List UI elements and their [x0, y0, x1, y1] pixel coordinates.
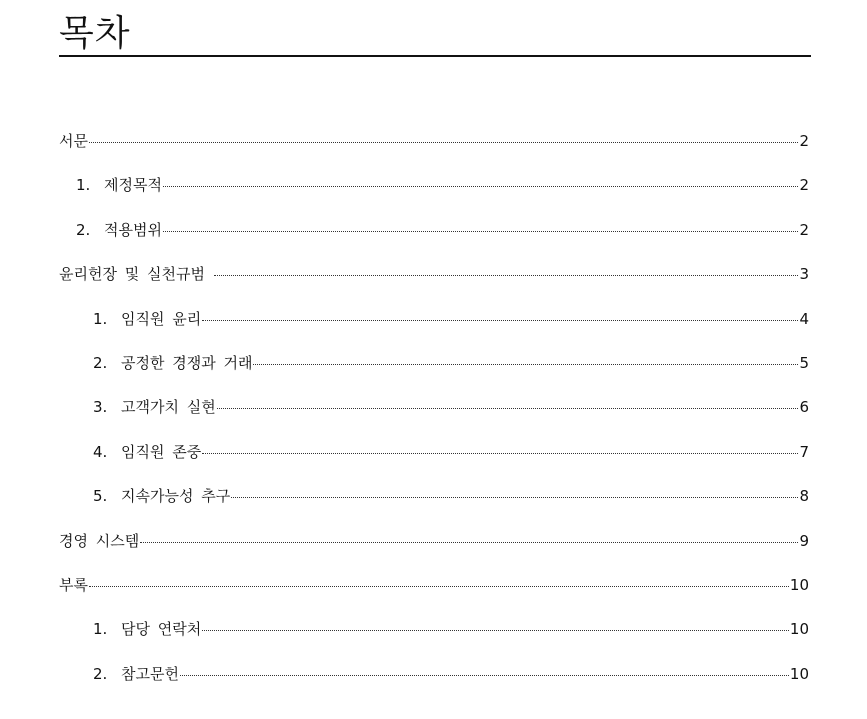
toc-entry-page-number: 2 — [799, 132, 809, 150]
toc-entry-page-number: 2 — [799, 221, 809, 239]
toc-entry-label: 윤리헌장 및 실천규범 — [59, 265, 213, 283]
toc-entry-number: 5. — [93, 487, 108, 505]
toc-entry[interactable] — [93, 397, 809, 417]
toc-entry-label: 지속가능성 추구 — [121, 487, 231, 505]
toc-entry-label: 부록 — [59, 576, 88, 594]
toc-entry-page-number: 10 — [789, 665, 809, 683]
toc-entry[interactable] — [93, 664, 809, 684]
toc-entry[interactable] — [93, 353, 809, 373]
toc-entry-label: 적용범위 — [104, 221, 162, 239]
toc-dot-leader — [202, 320, 798, 321]
toc-entry-label: 참고문헌 — [121, 665, 179, 683]
toc-entry[interactable] — [59, 131, 809, 151]
toc-dot-leader — [202, 453, 798, 454]
toc-entry[interactable] — [76, 175, 809, 195]
toc-entry-label: 담당 연락처 — [121, 620, 202, 638]
title-underline — [59, 55, 811, 57]
toc-entry-label: 임직원 윤리 — [121, 310, 202, 328]
toc-entry-page-number: 5 — [799, 354, 809, 372]
toc-dot-leader — [217, 408, 799, 409]
toc-dot-leader — [231, 497, 798, 498]
toc-dot-leader — [89, 142, 798, 143]
toc-entry-page-number: 7 — [799, 443, 809, 461]
toc-dot-leader — [140, 542, 798, 543]
toc-entry-label: 공정한 경쟁과 거래 — [121, 354, 253, 372]
toc-entry-number: 1. — [93, 310, 108, 328]
toc-dot-leader — [180, 675, 789, 676]
toc-entry-page-number: 4 — [799, 310, 809, 328]
toc-entry-label: 임직원 존중 — [121, 443, 202, 461]
toc-entry-page-number: 9 — [799, 532, 809, 550]
toc-entry-label: 제정목적 — [104, 176, 162, 194]
toc-entry-number: 2. — [93, 354, 108, 372]
toc-entry[interactable] — [93, 486, 809, 506]
toc-entry[interactable] — [59, 264, 809, 284]
toc-entry-page-number: 3 — [799, 265, 809, 283]
toc-entry-page-number: 2 — [799, 176, 809, 194]
toc-entry[interactable] — [93, 309, 809, 329]
toc-entry-label: 경영 시스템 — [59, 532, 140, 550]
toc-dot-leader — [89, 586, 789, 587]
toc-entry-label: 서문 — [59, 132, 88, 150]
toc-entry-number: 3. — [93, 398, 108, 416]
toc-entry-number: 4. — [93, 443, 108, 461]
toc-dot-leader — [163, 186, 798, 187]
toc-entry[interactable] — [59, 531, 809, 551]
toc-entry-number: 1. — [76, 176, 91, 194]
toc-entry[interactable] — [59, 575, 809, 595]
toc-entry-page-number: 10 — [789, 576, 809, 594]
page-title: 목차 — [59, 13, 131, 54]
toc-entry[interactable] — [93, 619, 809, 639]
toc-entry-number: 1. — [93, 620, 108, 638]
toc-dot-leader — [163, 231, 798, 232]
toc-entry-page-number: 6 — [799, 398, 809, 416]
toc-dot-leader — [253, 364, 798, 365]
toc-entry-number: 2. — [93, 665, 108, 683]
toc-entry-page-number: 10 — [789, 620, 809, 638]
toc-entry[interactable] — [76, 220, 809, 240]
toc-entry-page-number: 8 — [799, 487, 809, 505]
toc-entry[interactable] — [93, 442, 809, 462]
toc-entry-label: 고객가치 실현 — [121, 398, 216, 416]
toc-entry-number: 2. — [76, 221, 91, 239]
toc-dot-leader — [202, 630, 789, 631]
toc-dot-leader — [214, 275, 799, 276]
